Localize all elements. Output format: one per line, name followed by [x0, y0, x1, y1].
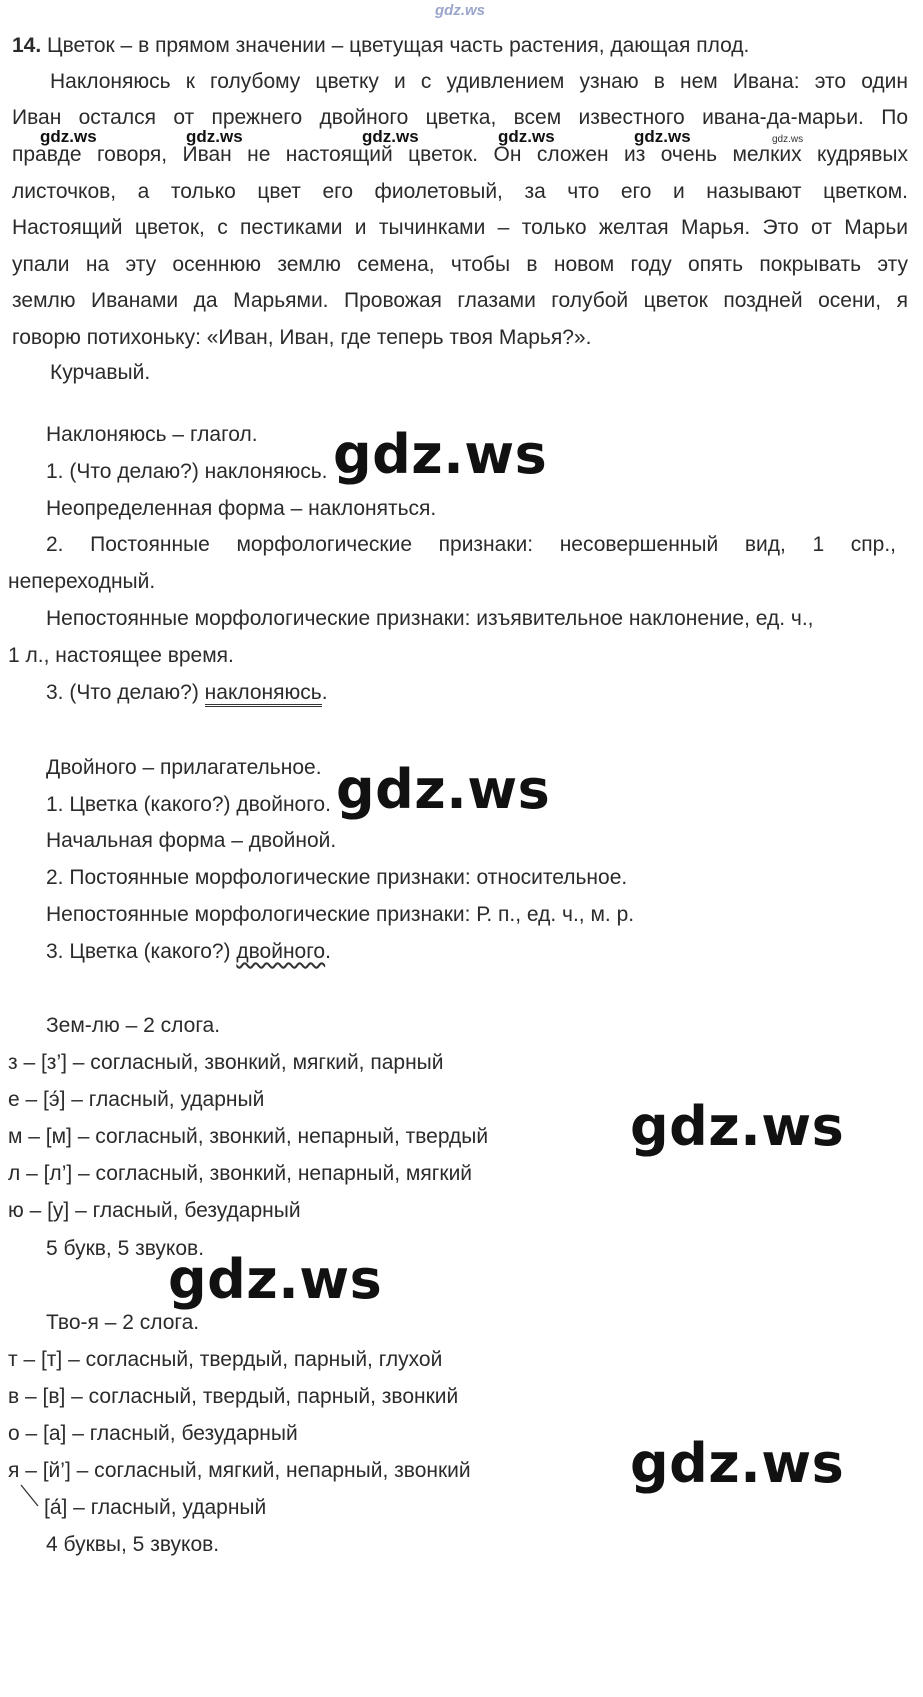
watermark-small: gdz.ws	[362, 127, 419, 146]
verb-point-1: 1. (Что делаю?) наклоняюсь.	[46, 460, 328, 483]
watermark-small: gdz.ws	[498, 127, 555, 146]
verb-point-3-prefix: 3. (Что делаю?)	[46, 681, 205, 704]
task-header	[12, 34, 923, 58]
task-definition: Цветок – в прямом значении – цветущая часть растения, дающая плод.	[41, 34, 750, 57]
watermark-small: gdz.ws	[40, 127, 97, 146]
watermark-small: gdz.ws	[186, 127, 243, 146]
verb-title: Наклоняюсь – глагол.	[46, 423, 258, 446]
phonetic1-title: Зем-лю – 2 слога.	[46, 1014, 221, 1037]
watermark-top: gdz.ws	[435, 2, 486, 19]
adjective-title: Двойного – прилагательное.	[46, 756, 322, 779]
watermark-big: gdz.ws	[630, 1095, 845, 1158]
phonetic2-row: я – [й’] – согласный, мягкий, непарный, звонкий	[8, 1459, 471, 1482]
adjective-attribute-word: двойного	[236, 940, 326, 963]
paragraph-line: упали на эту осеннюю землю семена, чтобы в новом году опять покрывать эту	[12, 253, 908, 276]
adjective-point-2: 2. Постоянные морфологические признаки: относительное.	[46, 866, 628, 889]
adjective-nonconstant: Непостоянные морфологические признаки: Р. п., ед. ч., м. р.	[46, 903, 635, 926]
watermark-big: gdz.ws	[336, 758, 551, 821]
phonetic1-row: м – [м] – согласный, звонкий, непарный, твердый	[8, 1125, 489, 1148]
phonetic2-row: т – [т] – согласный, твердый, парный, глухой	[8, 1348, 443, 1371]
adjective-initial-form: Начальная форма – двойной.	[46, 829, 337, 852]
phonetic1-row: ю – [у] – гласный, безударный	[8, 1199, 301, 1222]
phonetic2-row: о – [а] – гласный, безударный	[8, 1422, 298, 1445]
phonetic2-extra-sound: [а́] – гласный, ударный	[44, 1496, 267, 1519]
paragraph-line: Иван остался от прежнего двойного цветка, всем известного ивана-да-марьи. По	[12, 106, 908, 129]
verb-point-3-suffix: .	[321, 681, 328, 704]
watermark-big: gdz.ws	[333, 423, 548, 486]
verb-point-3	[46, 681, 923, 705]
phonetic1-row: з – [з’] – согласный, звонкий, мягкий, парный	[8, 1051, 444, 1074]
verb-initial-form: Неопределенная форма – наклоняться.	[46, 497, 437, 520]
verb-point-2-cont: непереходный.	[8, 570, 156, 593]
verb-nonconstant: Непостоянные морфологические признаки: изъявительное наклонение, ед. ч.,	[46, 607, 814, 630]
watermark-big: gdz.ws	[630, 1432, 845, 1495]
paragraph-line: Настоящий цветок, с пестиками и тычинками – только желтая Марья. Это от Марьи	[12, 216, 908, 239]
sound-link-icon	[18, 1482, 44, 1510]
verb-predicate-word: наклоняюсь	[205, 681, 322, 707]
adjective-point-1: 1. Цветка (какого?) двойного.	[46, 793, 331, 816]
watermark-big: gdz.ws	[168, 1248, 383, 1311]
phonetic1-row: л – [л’] – согласный, звонкий, непарный, мягкий	[8, 1162, 473, 1185]
phonetic2-summary: 4 буквы, 5 звуков.	[46, 1533, 220, 1556]
adjective-point-3-prefix: 3. Цветка (какого?)	[46, 940, 237, 963]
verb-point-2: 2. Постоянные морфологические признаки: несовершенный вид, 1 спр.,	[46, 533, 896, 556]
paragraph-line: землю Иванами да Марьями. Провожая глазами голубой цветок поздней осени, я	[12, 289, 908, 312]
phonetic2-row: в – [в] – согласный, твердый, парный, звонкий	[8, 1385, 459, 1408]
paragraph-line: листочков, а только цвет его фиолетовый, за что его и называют цветком.	[12, 180, 908, 203]
phonetic1-row: е – [э́] – гласный, ударный	[8, 1088, 265, 1111]
phonetic2-title: Тво-я – 2 слога.	[46, 1311, 200, 1334]
task-number: 14.	[12, 34, 42, 57]
paragraph-last-line: говорю потихоньку: «Иван, Иван, где теперь твоя Марья?».	[12, 326, 592, 349]
verb-nonconstant-cont: 1 л., настоящее время.	[8, 644, 234, 667]
paragraph-line: Наклоняюсь к голубому цветку и с удивлением узнаю в нем Ивана: это один	[50, 70, 908, 93]
watermark-small: gdz.ws	[634, 127, 691, 146]
paragraph-line: правде говоря, Иван не настоящий цветок. Он сложен из очень мелких кудрявых	[12, 143, 908, 166]
adjective-point-3-suffix: .	[325, 940, 331, 963]
watermark-tiny: gdz.ws	[772, 134, 804, 145]
synonym: Курчавый.	[50, 361, 151, 384]
phonetic1-summary: 5 букв, 5 звуков.	[46, 1237, 205, 1260]
adjective-point-3	[46, 940, 923, 964]
